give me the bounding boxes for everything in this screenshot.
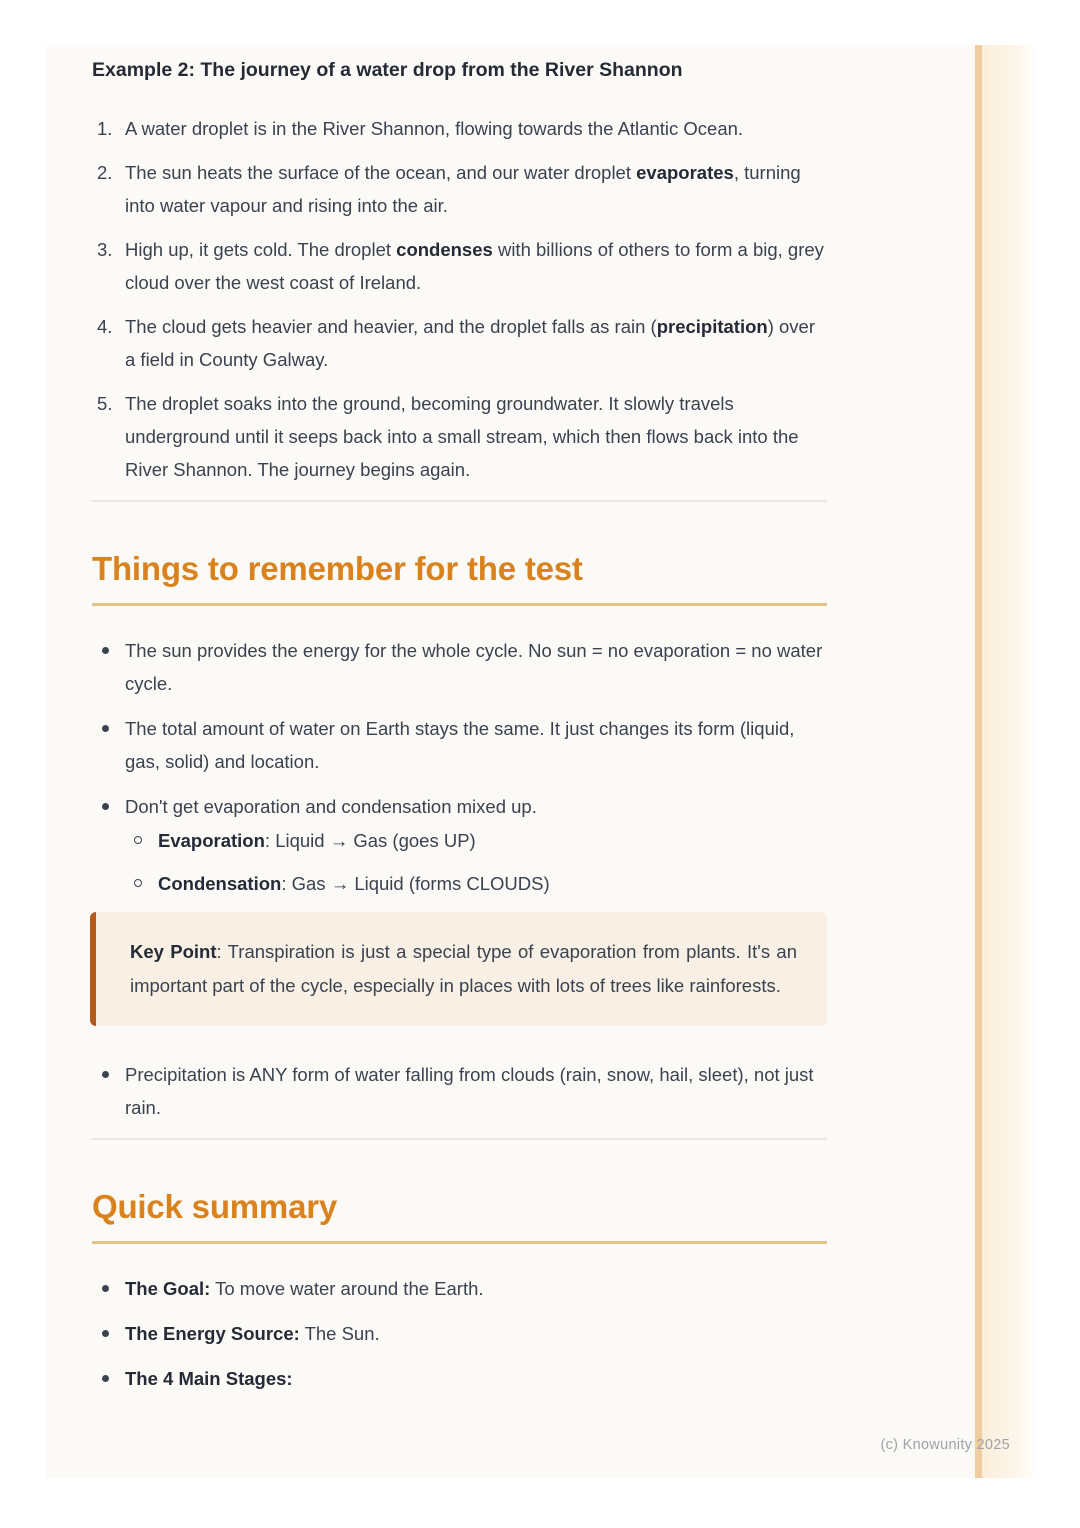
bold-text-run: evaporates [636,162,734,183]
nested-list-item [125,867,827,900]
key-point-text [130,935,797,1003]
list-item [92,1362,827,1395]
bold-text-run: The Energy Source: [125,1323,300,1344]
list-item-text [125,1317,827,1350]
list-item [92,387,827,486]
remember-bullet-list [92,634,827,900]
text-run: : Transpiration is just a special type of evaporation from plants. It's an important part of the cycle, especially in places with lots of trees like rainforests. [130,941,797,996]
summary-heading: Quick summary [92,1187,827,1244]
list-item-text [158,824,827,857]
copyright-footer: (c) Knowunity 2025 [880,1437,1010,1453]
list-item-text [125,1058,827,1124]
text-run: To move water around the Earth. [210,1278,484,1299]
key-point-callout [90,912,827,1026]
list-item-text [125,790,827,823]
text-run: : Gas → Liquid (forms CLOUDS) [281,873,550,894]
page-edge-accent-line [975,45,982,1478]
text-run: The cloud gets heavier and heavier, and the droplet falls as rain ( [125,316,657,337]
list-item [92,233,827,299]
list-item [92,1058,827,1124]
text-run: The droplet soaks into the ground, becoming groundwater. It slowly travels underground until it seeps back into a small stream, which then flows back into the River Shannon. The journey begins again. [125,393,799,480]
list-item [92,156,827,222]
nested-bullet-list [125,824,827,900]
text-run: A water droplet is in the River Shannon, flowing towards the Atlantic Ocean. [125,118,744,139]
text-run: The sun heats the surface of the ocean, and our water droplet [125,162,637,183]
list-item [92,790,827,900]
list-item [92,310,827,376]
list-item-text [125,387,827,486]
section-divider [92,1138,827,1140]
page-content [92,58,827,1407]
bold-text-run: condenses [396,239,493,260]
text-run: The sun provides the energy for the whole cycle. No sun = no evaporation = no water cycle. [125,640,823,694]
list-item [92,1317,827,1350]
remember-heading: Things to remember for the test [92,549,827,606]
list-item [92,1272,827,1305]
list-item [92,634,827,700]
list-item-text [125,112,827,145]
text-run: The total amount of water on Earth stays the same. It just changes its form (liquid, gas, solid) and location. [125,718,795,772]
text-run: , turning into water vapour and rising into the air. [125,162,801,216]
bold-text-run: Condensation [158,873,282,894]
list-item [92,112,827,145]
text-run: ) over a field in County Galway. [125,316,815,370]
bold-text-run: Key Point [130,941,217,962]
example-steps-list [92,112,827,486]
remember-post-bullet-list [92,1058,827,1124]
bold-text-run: precipitation [656,316,768,337]
bold-text-run: The 4 Main Stages: [125,1368,293,1389]
example-heading: Example 2: The journey of a water drop from the River Shannon [92,59,683,81]
bold-text-run: Evaporation [158,830,265,851]
list-item [92,712,827,778]
page-edge-decoration [975,45,1035,1478]
text-run: Precipitation is ANY form of water falling from clouds (rain, snow, hail, sleet), not just rain. [125,1064,814,1118]
list-item-text [125,310,827,376]
section-divider [92,500,827,502]
list-item-text [125,233,827,299]
text-run: with billions of others to form a big, grey cloud over the west coast of Ireland. [125,239,824,293]
text-run: High up, it gets cold. The droplet [125,239,397,260]
summary-bullet-list [92,1272,827,1395]
list-item-text [125,634,827,700]
list-item-text [125,712,827,778]
list-item-text [125,1362,827,1395]
text-run: The Sun. [299,1323,380,1344]
text-run: : Liquid → Gas (goes UP) [264,830,476,851]
list-item-text [158,867,827,900]
text-run: Don't get evaporation and condensation mixed up. [125,796,537,817]
page-edge-gradient-band [982,45,1035,1478]
bold-text-run: The Goal: [125,1278,211,1299]
list-item-text [125,1272,827,1305]
nested-list-item [125,824,827,857]
document-page [46,45,1035,1478]
list-item-text [125,156,827,222]
